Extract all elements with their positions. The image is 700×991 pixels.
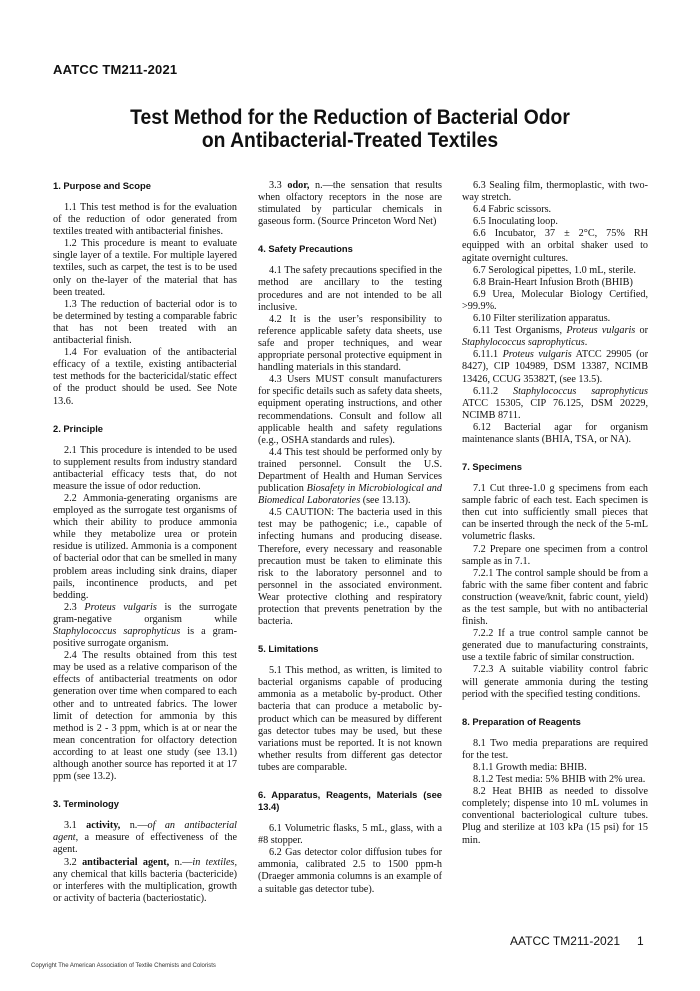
text-column-2 (258, 180, 442, 896)
section-heading: 3. Terminology (53, 798, 119, 810)
paragraph: 2.3 Proteus vulgaris is the surrogate gram-negative organism while Staphylococcus saprophyticus is a gram-positive surrogate organism. (53, 601, 237, 650)
document-header-code: AATCC TM211-2021 (53, 62, 178, 77)
paragraph: 2.4 The results obtained from this test may be used as a relative comparison of the effects of antibacterial treatments on odor generation over time when compared to each other and to untreated fabrics. The lower limit of detection for ammonia by this method is 2 - 3 ppm, which is at or near the mean concentration for olfactory detection according to at least one study (see 13.1) although another source has reported it at 17 ppm (see 13.2). (53, 650, 237, 783)
paragraph: 4.5 CAUTION: The bacteria used in this test may be pathogenic; i.e., capable of infecting humans and producing disease. Therefore, every necessary and reasonable precaution must be taken to eliminate this risk to the laboratory personnel and to personnel in the associated environment. Wear protective clothing and respiratory protection that prevents penetration by the bacteria. (258, 507, 442, 628)
section-heading: 5. Limitations (258, 643, 319, 655)
paragraph: 8.1.1 Growth media: BHIB. (473, 761, 587, 773)
paragraph: 1.1 This test method is for the evaluation of the reduction of odor generated from textiles treated with antibacterial finishes. (53, 202, 237, 238)
paragraph: 6.12 Bacterial agar for organism maintenance slants (BHIA, TSA, or NA). (462, 421, 648, 445)
paragraph: 7.2.3 A suitable viability control fabric will generate ammonia during the testing period with the specified testing conditions. (462, 664, 648, 700)
paragraph: 7.1 Cut three-1.0 g specimens from each sample fabric of each test. Each specimen is then cut into sufficiently small pieces that can be inserted through the neck of the 5-mL volumetric flasks. (462, 483, 648, 543)
paragraph: 1.2 This procedure is meant to evaluate single layer of a textile. For multiple layered textiles, such as carpet, the test is to be used only on the-layer of the material that has been treated. (53, 238, 237, 298)
paragraph: 4.1 The safety precautions specified in the method are ancillary to the testing procedures and are not intended to be all inclusive. (258, 265, 442, 313)
paragraph: 3.3 odor, n.—the sensation that results when olfactory receptors in the nose are stimulated by particular chemicals in gaseous form. (Source Princeton Word Net) (258, 180, 442, 228)
paragraph: 7.2 Prepare one specimen from a control sample as in 7.1. (462, 543, 648, 567)
copyright-notice: Copyright The American Association of Textile Chemists and Colorists (31, 963, 216, 969)
paragraph: 6.7 Serological pipettes, 1.0 mL, sterile. (473, 264, 636, 276)
page-number: 1 (637, 934, 644, 948)
paragraph: 8.2 Heat BHIB as needed to dissolve completely; dispense into 10 mL volumes in conventional bacteriological culture tubes. Plug and sterilize at 103 kPa (15 psi) for 15 min. (462, 786, 648, 846)
section-heading: 4. Safety Precautions (258, 243, 353, 255)
paragraph: 7.2.1 The control sample should be from a fabric with the same fiber content and fabric construction (weave/knit, fabric count, yield) as the test sample, but with no antibacterial finish. (462, 567, 648, 628)
paragraph: 6.11 Test Organisms, Proteus vulgaris or Staphylococcus saprophyticus. (462, 325, 648, 349)
footer-document-code: AATCC TM211-2021 (510, 934, 621, 948)
section-heading: 6. Apparatus, Reagents, Materials (see 13.4) (258, 789, 442, 813)
paragraph: 4.3 Users MUST consult manufacturers for specific details such as safety data sheets, equipment operating instructions, and other recommendations. Consult and follow all applicable health and safety regulations (e.g., OSHA standards and rules). (258, 374, 442, 446)
paragraph: 6.5 Inoculating loop. (473, 216, 558, 228)
section-heading: 8. Preparation of Reagents (462, 715, 581, 727)
paragraph: 5.1 This method, as written, is limited to bacterial organisms capable of producing ammonia as a metabolic by-product. Other bacteria that can produce a metabolic by-product which can be measured by different gas detector tubes may be used, but these variations must be reported. It is not known whether results from different gas detector tubes are comparable. (258, 665, 442, 773)
paragraph: 6.10 Filter sterilization apparatus. (473, 313, 611, 325)
paragraph: 1.3 The reduction of bacterial odor is to be determined by testing a comparable fabric that has not been treated with an antibacterial finish. (53, 298, 237, 347)
paragraph: 6.8 Brain-Heart Infusion Broth (BHIB) (473, 276, 633, 288)
paragraph: 3.1 activity, n.—of an antibacterial agent, a measure of effectiveness of the agent. (53, 820, 238, 856)
paragraph: 3.2 antibacterial agent, n.—in textiles, any chemical that kills bacteria (bactericide) or interferes with the multiplication, growth or activity of bacteria (bacteriostatic). (53, 856, 238, 904)
paragraph: 6.11.1 Proteus vulgaris ATCC 29905 (or 8427), CIP 104989, DSM 13387, NCIMB 13426, CCUG 35382T, (see 13.5). (462, 349, 648, 385)
paragraph: 4.4 This test should be performed only by trained personnel. Consult the U.S. Department of Health and Human Services publication Biosafety in Microbiological and Biomedical Laboratories (see 13.13). (258, 446, 442, 507)
document-title-line-2: on Antibacterial-Treated Textiles (201, 129, 499, 152)
section-heading: 7. Specimens (462, 461, 522, 473)
paragraph: 6.3 Sealing film, thermoplastic, with two-way stretch. (462, 180, 648, 204)
section-heading: 1. Purpose and Scope (53, 180, 151, 191)
paragraph: 1.4 For evaluation of the antibacterial efficacy of a textile, existing antibacterial test methods for the bactericidal/static effect of the product should be used. See Note 13.6. (53, 347, 237, 407)
paragraph: 7.2.2 If a true control sample cannot be generated due to manufacturing constraints, use a textile fabric of similar construction. (462, 628, 648, 664)
paragraph: 6.6 Incubator, 37 ± 2°C, 75% RH equipped with an orbital shaker used to agitate overnight cultures. (462, 228, 648, 264)
paragraph: 6.4 Fabric scissors. (473, 204, 552, 216)
document-title-line-1: Test Method for the Reduction of Bacterial Odor (130, 106, 570, 129)
text-column-3 (462, 180, 648, 847)
paragraph: 2.2 Ammonia-generating organisms are employed as the surrogate test organisms of which their ability to produce ammonia while they metabolize urea or protein residue is utilized. Ammonia is a component of bacterial odor that can be smelled in many problem areas including sink drains, diaper pails, incontinence products, and pet bedding. (53, 492, 237, 601)
section-heading: 2. Principle (53, 422, 104, 434)
paragraph: 6.1 Volumetric flasks, 5 mL, glass, with a #8 stopper. (258, 823, 442, 847)
paragraph: 8.1.2 Test media: 5% BHIB with 2% urea. (473, 774, 646, 786)
paragraph: 6.2 Gas detector color diffusion tubes for ammonia, calibrated 2.5 to 1500 ppm-h (Draeger ammonia columns is an example of a suitable gas detector tube). (258, 847, 442, 895)
text-column-1 (53, 180, 237, 905)
paragraph: 6.9 Urea, Molecular Biology Certified, >99.9%. (462, 288, 648, 312)
paragraph: 6.11.2 Staphylococcus saprophyticus ATCC 15305, CIP 76.125, DSM 20229, NCIMB 8711. (462, 385, 648, 421)
paragraph: 8.1 Two media preparations are required for the test. (462, 737, 648, 761)
paragraph: 2.1 This procedure is intended to be used to supplement results from industry standard antibacterial efficacy tests that, do not measure the issue of odor reduction. (53, 444, 237, 492)
paragraph: 4.2 It is the user’s responsibility to reference applicable safety data sheets, use safe and proper techniques, and wear appropriate personal protective equipment in handling materials in this standard. (258, 313, 442, 374)
